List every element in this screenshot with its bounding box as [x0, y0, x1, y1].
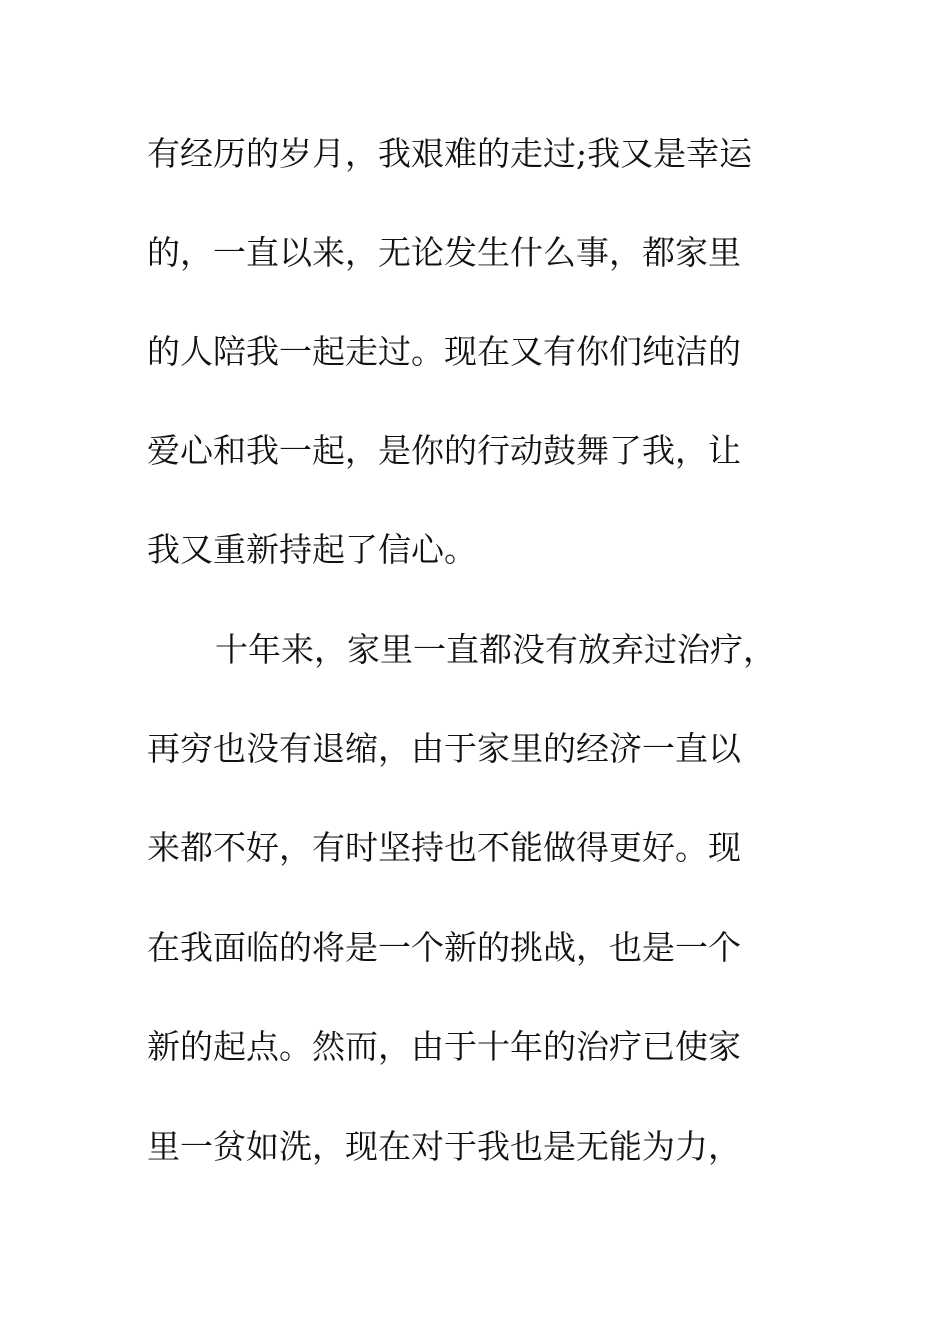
paragraph-first-line: 十年来，家里一直都没有放弃过治疗，: [215, 630, 776, 669]
text-line: 爱心和我一起，是你的行动鼓舞了我，让: [147, 431, 741, 470]
text-line: 来都不好，有时坚持也不能做得更好。现: [147, 828, 741, 867]
text-line: 我又重新持起了信心。: [147, 530, 477, 569]
text-line: 在我面临的将是一个新的挑战，也是一个: [147, 928, 741, 967]
text-line: 里一贫如洗，现在对于我也是无能为力，: [147, 1127, 741, 1166]
text-line: 的人陪我一起走过。现在又有你们纯洁的: [147, 332, 741, 371]
text-line: 的，一直以来，无论发生什么事，都家里: [147, 233, 741, 272]
text-line: 新的起点。然而，由于十年的治疗已使家: [147, 1027, 741, 1066]
text-line: 再穷也没有退缩，由于家里的经济一直以: [147, 729, 741, 768]
text-line: 有经历的岁月，我艰难的走过;我又是幸运: [147, 134, 753, 173]
